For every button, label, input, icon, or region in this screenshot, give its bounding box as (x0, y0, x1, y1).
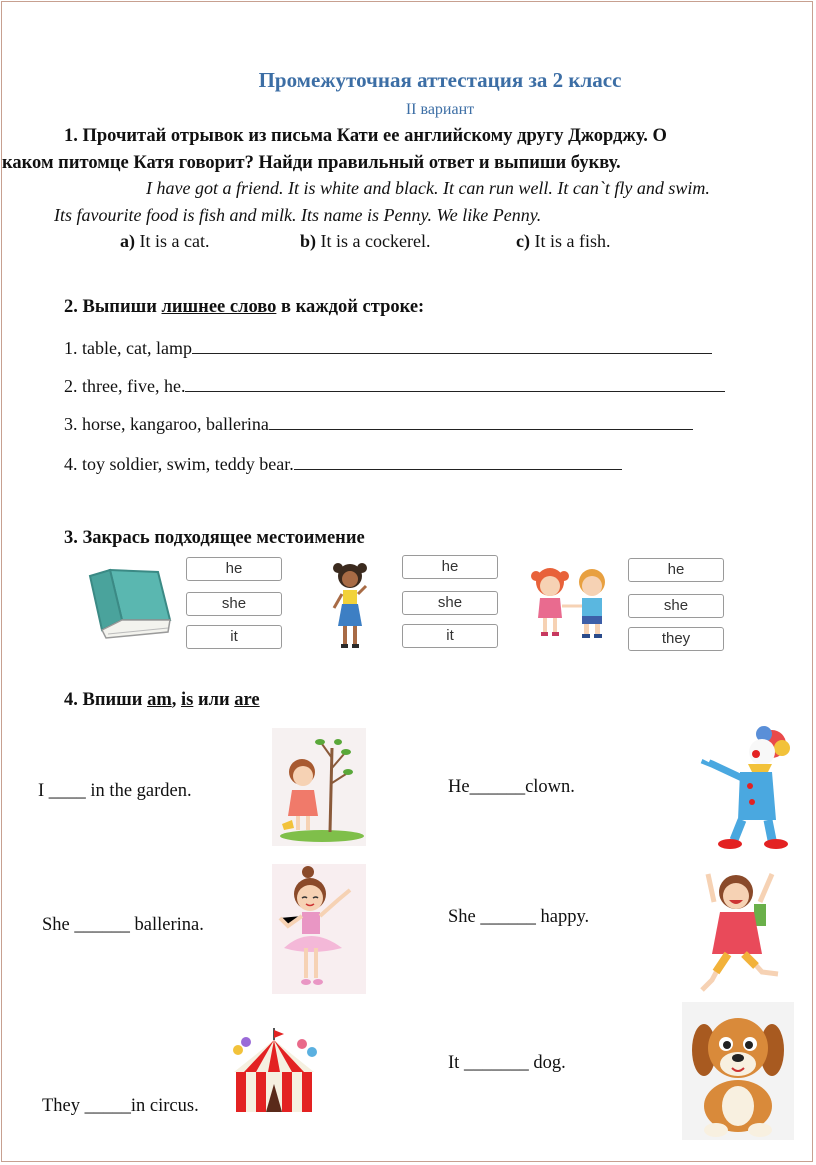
answer-blank[interactable]: ______ (480, 907, 536, 927)
circus-tent-icon (226, 1028, 322, 1114)
book-icon (88, 568, 172, 642)
girl-icon (328, 560, 372, 654)
task1-prompt-line1: 1. Прочитай отрывок из письма Кати ее английскому другу Джорджу. О (64, 126, 667, 146)
sentence-2: He______clown. (448, 777, 575, 797)
answer-blank[interactable]: ____ (48, 781, 86, 801)
pronoun-choice-she[interactable]: she (628, 594, 724, 618)
pronoun-choice-they[interactable]: they (628, 627, 724, 651)
sentence-3: She ______ ballerina. (42, 915, 204, 935)
page-title: Промежуточная аттестация за 2 класс (258, 68, 622, 92)
task2-title: 2. Выпиши лишнее слово в каждой строке: (64, 297, 425, 317)
answer-blank[interactable] (185, 374, 725, 392)
sentence-5: They _____in circus. (42, 1096, 199, 1116)
variant-label: II вариант (405, 101, 475, 118)
task4-title: 4. Впиши am, is или are (64, 690, 260, 710)
pronoun-choice-she[interactable]: she (402, 591, 498, 615)
task1-option-a: a) It is a cat. (120, 231, 210, 251)
answer-blank[interactable] (294, 452, 622, 470)
happy-girl-icon (696, 862, 792, 998)
sentence-4: She ______ happy. (448, 907, 590, 927)
pronoun-choice-it[interactable]: it (186, 625, 282, 649)
task1-prompt-line2: каком питомце Катя говорит? Найди правильный ответ и выпиши букву. (2, 153, 621, 173)
task1-text-line1: I have got a friend. It is white and black. It can run well. It can`t fly and swim. (146, 178, 710, 198)
answer-blank[interactable]: _____ (84, 1096, 131, 1116)
girl-planting-tree-icon (272, 728, 366, 846)
task1-option-c: c) It is a fish. (516, 231, 611, 251)
pronoun-choice-it[interactable]: it (402, 624, 498, 648)
pronoun-choice-she[interactable]: she (186, 592, 282, 616)
clown-icon (698, 724, 794, 854)
sentence-1: I ____ in the garden. (38, 781, 192, 801)
pronoun-choice-he[interactable]: he (402, 555, 498, 579)
task2-row-2: 2. three, five, he. (64, 374, 725, 397)
answer-blank[interactable] (269, 412, 693, 430)
answer-blank[interactable]: ______ (469, 777, 526, 797)
pronoun-choice-he[interactable]: he (186, 557, 282, 581)
answer-blank[interactable]: _______ (463, 1053, 529, 1073)
dog-icon (682, 1002, 794, 1140)
task2-row-4: 4. toy soldier, swim, teddy bear. (64, 452, 622, 475)
children-icon (526, 564, 616, 640)
task1-option-b: b) It is a cockerel. (300, 231, 431, 251)
answer-blank[interactable] (192, 336, 712, 354)
task2-row-1: 1. table, cat, lamp (64, 336, 712, 359)
ballerina-icon (272, 864, 366, 994)
sentence-6: It _______ dog. (448, 1053, 566, 1073)
pronoun-choice-he[interactable]: he (628, 558, 724, 582)
answer-blank[interactable]: ______ (74, 915, 130, 935)
task2-row-3: 3. horse, kangaroo, ballerina (64, 412, 693, 435)
task1-text-line2: Its favourite food is fish and milk. Its name is Penny. We like Penny. (54, 205, 542, 225)
task3-title: 3. Закрась подходящее местоимение (64, 528, 365, 548)
